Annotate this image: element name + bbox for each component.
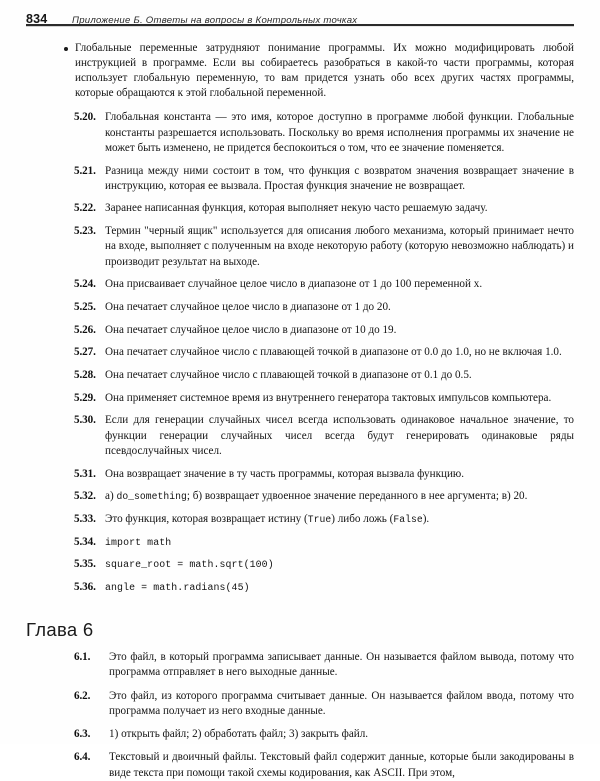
answer-item bbox=[26, 750, 574, 780]
page-number: 834 bbox=[26, 12, 48, 26]
answer-text: Она присваивает случайное целое число в диапазоне от 1 до 100 переменной x. bbox=[105, 278, 483, 291]
answer-code: import math bbox=[105, 536, 172, 548]
answer-item bbox=[26, 300, 574, 315]
answer-item bbox=[26, 323, 574, 338]
answer-item bbox=[26, 727, 574, 742]
answer-text: Заранее написанная функция, которая выполняет некую часто решаемую задачу. bbox=[105, 202, 488, 215]
answer-number: 6.2. bbox=[74, 689, 91, 702]
answer-item bbox=[26, 164, 574, 194]
answer-item bbox=[26, 201, 574, 216]
answer-number: 5.27. bbox=[74, 346, 96, 359]
answer-text-prefix: Это функция, которая возвращает истину ( bbox=[105, 512, 308, 525]
answer-number: 5.34. bbox=[74, 535, 96, 548]
chapter-heading: Глава 6 bbox=[26, 619, 94, 641]
answer-number: 6.4. bbox=[74, 751, 91, 764]
answer-number: 5.28. bbox=[74, 369, 96, 382]
answer-text: Она печатает случайное целое число в диапазоне от 1 до 20. bbox=[105, 300, 391, 313]
answer-item bbox=[26, 689, 574, 719]
chapter6-answer-list bbox=[26, 650, 574, 780]
running-header bbox=[0, 0, 600, 26]
answer-text: Она возвращает значение в ту часть программы, которая вызвала функцию. bbox=[105, 467, 465, 480]
answer-text: 1) открыть файл; 2) обработать файл; 3) закрыть файл. bbox=[109, 728, 369, 741]
answer-number: 5.30. bbox=[74, 414, 96, 427]
page-content bbox=[0, 41, 600, 781]
answer-number: 5.22. bbox=[74, 202, 96, 215]
answer-number: 5.20. bbox=[74, 111, 96, 124]
answer-text: Она применяет системное время из внутреннего генератора тактовых импульсов компьютера. bbox=[105, 391, 552, 404]
answer-text: Глобальная константа — это имя, которое доступно в программе любой функции. Глобальные константы разрешается использовать. Поскольку во время исполнения программы их значение не может быть изменено, не придется беспокоиться о том, что ее значение поменяется. bbox=[105, 111, 574, 154]
answer-item bbox=[26, 413, 574, 459]
answer-item bbox=[26, 650, 574, 680]
answer-number: 5.21. bbox=[74, 164, 96, 177]
answer-text: Термин "черный ящик" используется для описания любого механизма, который принимает нечто на входе, выполняет с полученным на входе некоторую работу (которую невозможно наблюдать) и производит результат на выходе. bbox=[105, 225, 574, 268]
inline-code-false: False bbox=[393, 513, 423, 525]
answer-number: 5.31. bbox=[74, 467, 96, 480]
answer-item bbox=[26, 224, 574, 270]
answer-number: 5.35. bbox=[74, 558, 96, 571]
answer-code: square_root = math.sqrt(100) bbox=[105, 559, 274, 571]
answer-text-suffix: ). bbox=[422, 512, 430, 525]
answer-text bbox=[105, 512, 574, 527]
answer-item bbox=[26, 467, 574, 482]
answer-item bbox=[26, 512, 574, 527]
answer-number: 5.23. bbox=[74, 225, 96, 238]
answer-text: Текстовый и двоичный файлы. Текстовый файл содержит данные, которые были закодированы в виде текста при помощи такой схемы кодирования, как ASCII. При этом, bbox=[109, 751, 574, 779]
answer-item-code bbox=[26, 535, 574, 550]
answer-text: Разница между ними состоит в том, что функция с возвратом значения возвращает значение в инструкцию, которая ее вызвала. Простая функция значение не возвращает. bbox=[105, 164, 574, 192]
answer-item bbox=[26, 110, 574, 156]
answer-text: Это файл, в который программа записывает данные. Он называется файлом вывода, потому что программа отправляет в него выходные данные. bbox=[109, 651, 574, 679]
answer-number: 6.3. bbox=[74, 728, 91, 741]
answer-text: Она печатает случайное число с плавающей точкой в диапазоне от 0.0 до 1.0, но не включая 1.0. bbox=[105, 346, 562, 359]
answer-number: 5.24. bbox=[74, 278, 96, 291]
running-title: Приложение Б. Ответы на вопросы в Контрольных точках bbox=[72, 15, 358, 26]
answer-text-middle: ) либо ложь ( bbox=[331, 512, 394, 525]
bullet-dot-icon bbox=[64, 47, 68, 51]
answer-text: Она печатает случайное число с плавающей точкой в диапазоне от 0.1 до 0.5. bbox=[105, 369, 472, 382]
answer-text-middle: ; б) возвращает удвоенное значение переданного в нее аргумента; в) 20. bbox=[186, 490, 528, 503]
answer-text bbox=[105, 489, 574, 504]
answer-number: 5.33. bbox=[74, 512, 96, 525]
answer-number: 5.29. bbox=[74, 391, 96, 404]
answer-item-code bbox=[26, 580, 574, 595]
answer-number: 5.36. bbox=[74, 581, 96, 594]
answer-text: Это файл, из которого программа считывает данные. Он называется файлом ввода, потому что программа получает из него входные данные. bbox=[109, 689, 574, 717]
bullet-paragraph bbox=[26, 41, 574, 102]
answer-text: Если для генерации случайных чисел всегда использовать одинаковое начальное значение, то функции генерации случайных чисел всегда будут генерировать одинаковые ряды псевдослучайных чисел. bbox=[105, 414, 574, 457]
answer-item bbox=[26, 489, 574, 504]
answer-item bbox=[26, 368, 574, 383]
answer-text: Она печатает случайное целое число в диапазоне от 10 до 19. bbox=[105, 323, 397, 336]
answer-item bbox=[26, 391, 574, 406]
answer-item bbox=[26, 277, 574, 292]
answer-number: 5.32. bbox=[74, 490, 96, 503]
answer-number: 6.1. bbox=[74, 651, 91, 664]
answer-number: 5.26. bbox=[74, 323, 96, 336]
bullet-paragraph-text: Глобальные переменные затрудняют понимание программы. Их можно модифицировать любой инструкцией в программе. Если вы собираетесь разобраться в какой-то части программы, которая использует глобальную переменную, то вам придется узнать обо всех других частях программы, которые обращаются к этой глобальной переменной. bbox=[75, 41, 574, 100]
answer-item-code bbox=[26, 557, 574, 572]
answer-text-prefix: а) bbox=[105, 490, 117, 503]
answer-number: 5.25. bbox=[74, 300, 96, 313]
inline-code: do_something bbox=[116, 491, 187, 503]
chapter5-answer-list bbox=[26, 110, 574, 595]
answer-item bbox=[26, 345, 574, 360]
answer-code: angle = math.radians(45) bbox=[105, 582, 250, 594]
inline-code-true: True bbox=[307, 513, 332, 525]
